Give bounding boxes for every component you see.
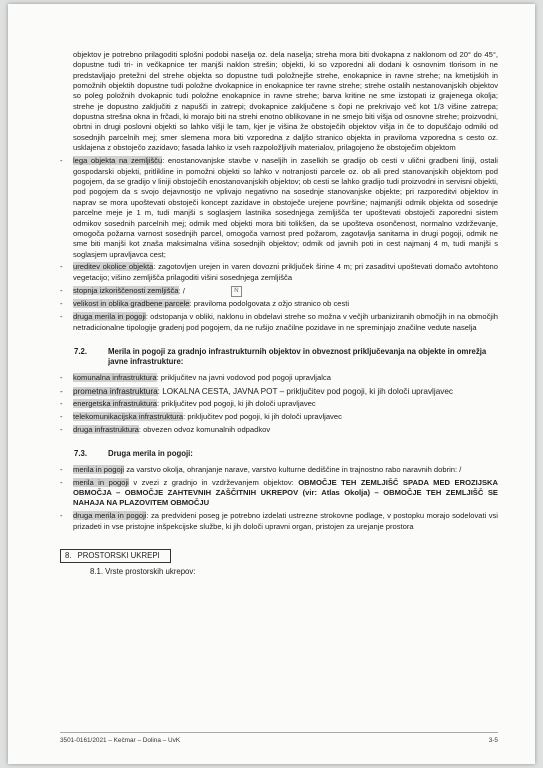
- item-text: : odstopanja v obliki, naklonu in obdelavi strehe so možna v večjih urbaniziranih območjih in na območjih netradicionalne tipologije gradenj pod pogojem, da ne rušijo značilne pozidave in ne spreminjajo značilne vedute naselja: [73, 312, 498, 332]
- bullet-dash: -: [60, 262, 63, 272]
- list-item: [60, 412, 498, 422]
- list-item: [60, 399, 498, 409]
- item-label: merila in pogoji: [73, 464, 125, 474]
- item-text: : priključitev pod pogoji, ki jih določi upravljavec: [183, 412, 342, 422]
- list-item: [60, 262, 498, 283]
- footer-reference: 3501-0161/2021 – Kečmar – Dolina – UvK: [60, 737, 181, 744]
- bullet-dash: -: [60, 156, 63, 166]
- building-conditions-list: [60, 156, 498, 333]
- footer-divider: [60, 732, 498, 733]
- item-text: : za predvideni poseg je potrebno izdelati ustrezne strokovne podlage, v postopku morajo sodelovati vsi prizadeti in vse pristojne inšpekcijske službe, ki jih določi upravni organ, pristojen za urejanje prostora: [73, 511, 498, 531]
- item-label: druga merila in pogoji: [73, 312, 146, 322]
- list-item: [60, 478, 498, 509]
- section-8-1-heading: 8.1. Vrste prostorskih ukrepov:: [90, 566, 196, 576]
- section-title: Merila in pogoji za gradnjo infrastrukturnih objektov in obveznost priključevanja na objekte in omrežja javne infrastrukture:: [108, 346, 487, 367]
- bullet-dash: -: [60, 477, 63, 487]
- item-text: : enostanovanjske stavbe v naseljih in zaselkih se gradijo ob cesti v ulični gradbeni liniji, ostali gospodarski objekti, pritlikline in pomožni objekti so lahko v notranjosti parcele oz. ob ali pred stanovanjskih objektom pod pogojem, da se gradijo v liniji obstoječih enostanovanjskih objektov; ob cesti se lahko gradijo tudi proizvodni in servisni objekti, pod pogojem da s svojo dejavnostjo ne vplivajo negativno na sosednje stanovanjske objekte; pri razporeditvi objektov in naprav se mora upoštevati obstoječi koncept zazidave in obstoječe urejene površine; najmanjši odmik objekta od sosednje parcelne meje je 1 m, tudi manjši s soglasjem lastnika sosednjega zemljišča ter upoštevati obstoječi zaporedni sistem odmikov sosednih parcelnih mej; odmik med objekti mora biti tolikšen, da se upošteva osončenost, normalno vzdrževanje, omogoča požarna varnost sosednjih parcel, omogoča varnost pred požarom, zagotavlja sanitarna in drugi pogoji, odmik ne sme biti manjši kot znaša maksimalna višina sosednjih objektov; odmik od javnih poti in cest najmanj 4 m, tudi manjši s soglasjem upravljavca cest;: [73, 156, 498, 259]
- list-item: [60, 156, 498, 259]
- item-text: : /: [178, 286, 185, 296]
- section-number: 7.3.: [74, 449, 88, 459]
- item-label: energetska infrastruktura: [73, 399, 157, 409]
- item-text: : zagotovljen urejen in varen dovozni priključek širine 4 m; pri zasaditvi upoštevati domačo avtohtono vegetacijo; višino zemljišča prilagoditi višini sosednjega zemljišča: [73, 262, 498, 282]
- item-label: stopnja izkoriščenosti zemljišča: [73, 286, 179, 296]
- item-text: : praviloma podolgovata z ožjo stranico ob cesti: [189, 299, 350, 309]
- infrastructure-list: [60, 373, 498, 436]
- bullet-dash: -: [60, 285, 63, 295]
- intro-paragraph: objektov je potrebno prilagoditi splošni podobi naselja oz. dela naselja; streha mora biti dvokapna z naklonom od 20° do 45°, dopustne tudi tri- in večkapnice ter manjši naklon strešin; objekti, ki so vzporedni ali dodani k osnovnim tlorisom in ne predstavljajo pretežni del strehe objekta so dopustne tudi položnejše strehe, enokapnice in ravne strehe; na kmetijskih in pomožnih objektih dopustne tudi položne dvokapnice in enokapnice ter ravne strehe; strehe ostalih nestanovanjskih objektov so poleg položnih dvokapnic tudi položne enokapnice in ravne strehe; barva kritine ne sme izstopati iz grajenega okolja; strehe je dopustno zaključiti z napušči in zatrepi; dvokapnice zaključene s čopi ne prekrivajo več kot 1/3 višine zatrepa; dopustna strešna okna in frčadi, ki morajo biti na strehi enotno oblikovane in ne smejo biti višja od osnovne strehe; proizvodni, obrtni in drugi poslovni objekti so lahko višji le tam, kjer je višina že obstoječih objektov višja in če to dopuščajo odmiki od sosednjih parcelnih mej; smer slemena mora biti vzporedna z daljšo stranico objekta in praviloma vzporedna s cesto oz. usklajena z obstoječo zazidavo; fasada lahko iz vseh razpoložljivih materialov, prilagojeno že obstoječim objektom: [73, 50, 498, 153]
- bullet-dash: -: [60, 425, 63, 435]
- item-label: velikost in oblika gradbene parcele: [73, 299, 190, 309]
- section-number: 8.: [65, 550, 72, 560]
- item-text: za varstvo okolja, ohranjanje narave, varstvo kulturne dediščine in trajnostno rabo naravnih dobrin: /: [124, 464, 462, 474]
- item-text: : priključitev na javni vodovod pod pogoji upravljalca: [156, 372, 331, 382]
- bullet-dash: -: [60, 399, 63, 409]
- list-item: [60, 511, 498, 532]
- item-text: : priključitev pod pogoji, ki jih določi upravljavec: [157, 399, 316, 409]
- item-text: : LOKALNA CESTA, JAVNA POT – priključitev pod pogoji, ki jih določi upravljavec: [157, 386, 453, 396]
- section-title: PROSTORSKI UKREPI: [77, 550, 160, 560]
- list-item: [60, 386, 498, 397]
- item-bold-text: OBMOČJE TEH ZEMLJIŠČ SPADA MED EROZIJSKA OBMOČJA – OBMOČJE ZAHTEVNIH ZAŠČITNIH UKREPOV (vir: Atlas Okolja) – OBMOČJE TEH ZEMLJIŠČ SE NAHAJA NA PLAZOVITEM OBMOČJU: [73, 477, 498, 508]
- item-label: druga infrastruktura: [73, 425, 139, 435]
- bullet-dash: -: [60, 412, 63, 422]
- document-content: [60, 50, 498, 577]
- list-item: [60, 312, 498, 333]
- list-item: [60, 299, 498, 309]
- other-conditions-list: [60, 465, 498, 532]
- list-item: [60, 286, 498, 297]
- bullet-dash: -: [60, 464, 63, 474]
- item-label: merila in pogoji: [73, 477, 129, 487]
- section-title: Druga merila in pogoji:: [108, 449, 193, 459]
- item-label: lega objekta na zemljišču: [73, 156, 163, 166]
- list-item: [60, 425, 498, 435]
- bullet-dash: -: [60, 372, 63, 382]
- item-label: druga merila in pogoji: [73, 511, 147, 521]
- section-7-3-heading: [60, 449, 498, 459]
- document-page: [8, 4, 535, 764]
- scan-marker-icon: N: [231, 286, 242, 297]
- section-8-heading: [60, 549, 171, 563]
- item-text: v zvezi z gradnjo in vzdrževanjem objektov:: [128, 477, 299, 487]
- bullet-dash: -: [60, 511, 63, 521]
- item-text: : obvezen odvoz komunalnih odpadkov: [138, 425, 271, 435]
- item-label: ureditev okolice objekta: [73, 262, 154, 272]
- bullet-dash: -: [60, 299, 63, 309]
- item-label: komunalna infrastruktura: [73, 372, 157, 382]
- page-footer: [60, 737, 498, 744]
- list-item: [60, 373, 498, 383]
- item-label: telekomunikacijska infrastruktura: [73, 412, 184, 422]
- item-label: prometna infrastruktura: [73, 386, 158, 396]
- bullet-dash: -: [60, 386, 63, 396]
- page-number: 3-5: [488, 737, 498, 744]
- section-number: 7.2.: [74, 346, 88, 356]
- section-7-2-heading: [60, 347, 498, 368]
- list-item: [60, 465, 498, 475]
- bullet-dash: -: [60, 312, 63, 322]
